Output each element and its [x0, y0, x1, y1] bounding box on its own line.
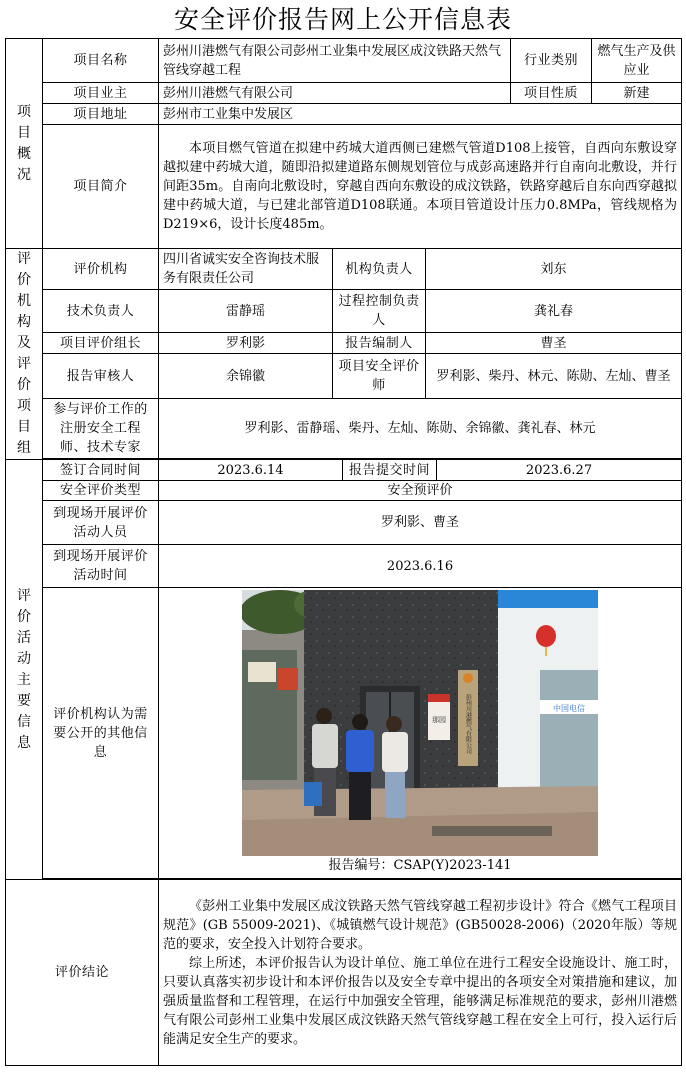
org-value: 四川省诚实安全咨询技术服务有限责任公司: [159, 249, 333, 290]
submit-label: 报告提交时间: [343, 460, 437, 481]
address-label: 项目地址: [43, 104, 159, 125]
site-photo: [242, 590, 598, 856]
telecom-logo-text: 中国电信: [553, 704, 585, 713]
company-sign-text: 彭州川港燃气有限公司: [464, 694, 472, 754]
submit-value: 2023.6.27: [437, 460, 682, 481]
section-project-overview: 项目概况: [6, 39, 43, 249]
report-number: 报告编号：CSAP(Y)2023-141: [328, 858, 512, 873]
reviewer-label: 报告审核人: [43, 354, 159, 398]
conclusion-label: 评价结论: [6, 880, 159, 1066]
contract-label: 签订合同时间: [43, 460, 159, 481]
poster-text: 那园: [432, 716, 446, 724]
process-value: 龚礼春: [426, 290, 682, 333]
tech-label: 技术负责人: [43, 290, 159, 333]
address-value: 彭州市工业集中发展区: [159, 104, 682, 125]
industry-value: 燃气生产及供应业: [592, 39, 682, 83]
conclusion-paragraph-1: 《彭州工业集中发展区成汶铁路天然气管线穿越工程初步设计》符合《燃气工程项目规范》(GB 55009-2021)、《城镇燃气设计规范》(GB50028-2006)（2020年版）等规范的要求，安全投入计划符合要求。: [163, 898, 678, 952]
conclusion-paragraph-2: 综上所述，本评价报告认为设计单位、施工单位在进行工程安全设施设计、施工时，只要认真落实初步设计和本评价报告以及安全专章中提出的各项安全对策措施和建议，加强质量监督和工程管理，在运行中加强安全管理，能够满足标准规范的要求，彭州川港燃气有限公司彭州工业集中发展区成汶铁路天然气管线穿越工程在安全上可行，投入运行后能满足安全生产的要求。: [163, 955, 678, 1047]
assessor-label: 项目安全评价师: [333, 354, 426, 398]
info-table: [5, 38, 682, 1066]
leader-value: 罗利影: [159, 333, 333, 354]
participants-value: 罗利影、雷静瑶、柴丹、左灿、陈勋、余锦徽、龚礼春、林元: [159, 398, 682, 458]
other-info-label: 评价机构认为需要公开的其他信息: [43, 588, 159, 879]
project-name-value: 彭州川港燃气有限公司彭州工业集中发展区成汶铁路天然气管线穿越工程: [159, 39, 511, 83]
section-activity: 评价活动主要信息: [6, 460, 43, 880]
staff-label: 到现场开展评价活动人员: [43, 501, 159, 545]
contract-value: 2023.6.14: [159, 460, 343, 481]
compiler-label: 报告编制人: [333, 333, 426, 354]
org-label: 评价机构: [43, 249, 159, 290]
time-value: 2023.6.16: [159, 545, 682, 588]
leader-label: 项目评价组长: [43, 333, 159, 354]
assessor-value: 罗利影、柴丹、林元、陈勋、左灿、曹圣: [426, 354, 682, 398]
owner-value: 彭州川港燃气有限公司: [159, 83, 511, 104]
staff-value: 罗利影、曹圣: [159, 501, 682, 545]
participants-label: 参与评价工作的注册安全工程师、技术专家: [43, 398, 159, 458]
intro-label: 项目简介: [43, 125, 159, 249]
section-agency: 评价机构及评价项目组: [6, 249, 43, 460]
tech-value: 雷静瑶: [159, 290, 333, 333]
owner-label: 项目业主: [43, 83, 159, 104]
site-photo-illustration: [242, 590, 598, 856]
site-photo-cell: [159, 588, 682, 879]
reviewer-value: 余锦徽: [159, 354, 333, 398]
type-value: 安全预评价: [159, 481, 682, 501]
head-value: 刘东: [426, 249, 682, 290]
industry-label: 行业类别: [511, 39, 592, 83]
intro-value: 本项目燃气管道在拟建中药城大道西侧已建燃气管道D108上接管，自西向东敷设穿越拟建中药城大道，随即沿拟建道路东侧规划管位与成彭高速路并行自南向北敷设，并行间距35m。自南向北敷设时，穿越自西向东敷设的成汶铁路，铁路穿越后自东向西穿越拟建中药城大道，与已建北部管道D108联通。本项目管道设计压力0.8MPa，管线规格为D219×6，设计长度485m。: [159, 125, 682, 249]
time-label: 到现场开展评价活动时间: [43, 545, 159, 588]
type-label: 安全评价类型: [43, 481, 159, 501]
process-label: 过程控制负责人: [333, 290, 426, 333]
head-label: 机构负责人: [333, 249, 426, 290]
nature-label: 项目性质: [511, 83, 592, 104]
project-name-label: 项目名称: [43, 39, 159, 83]
compiler-value: 曹圣: [426, 333, 682, 354]
conclusion-value: [159, 880, 682, 1066]
page-title: 安全评价报告网上公开信息表: [173, 5, 512, 34]
nature-value: 新建: [592, 83, 682, 104]
